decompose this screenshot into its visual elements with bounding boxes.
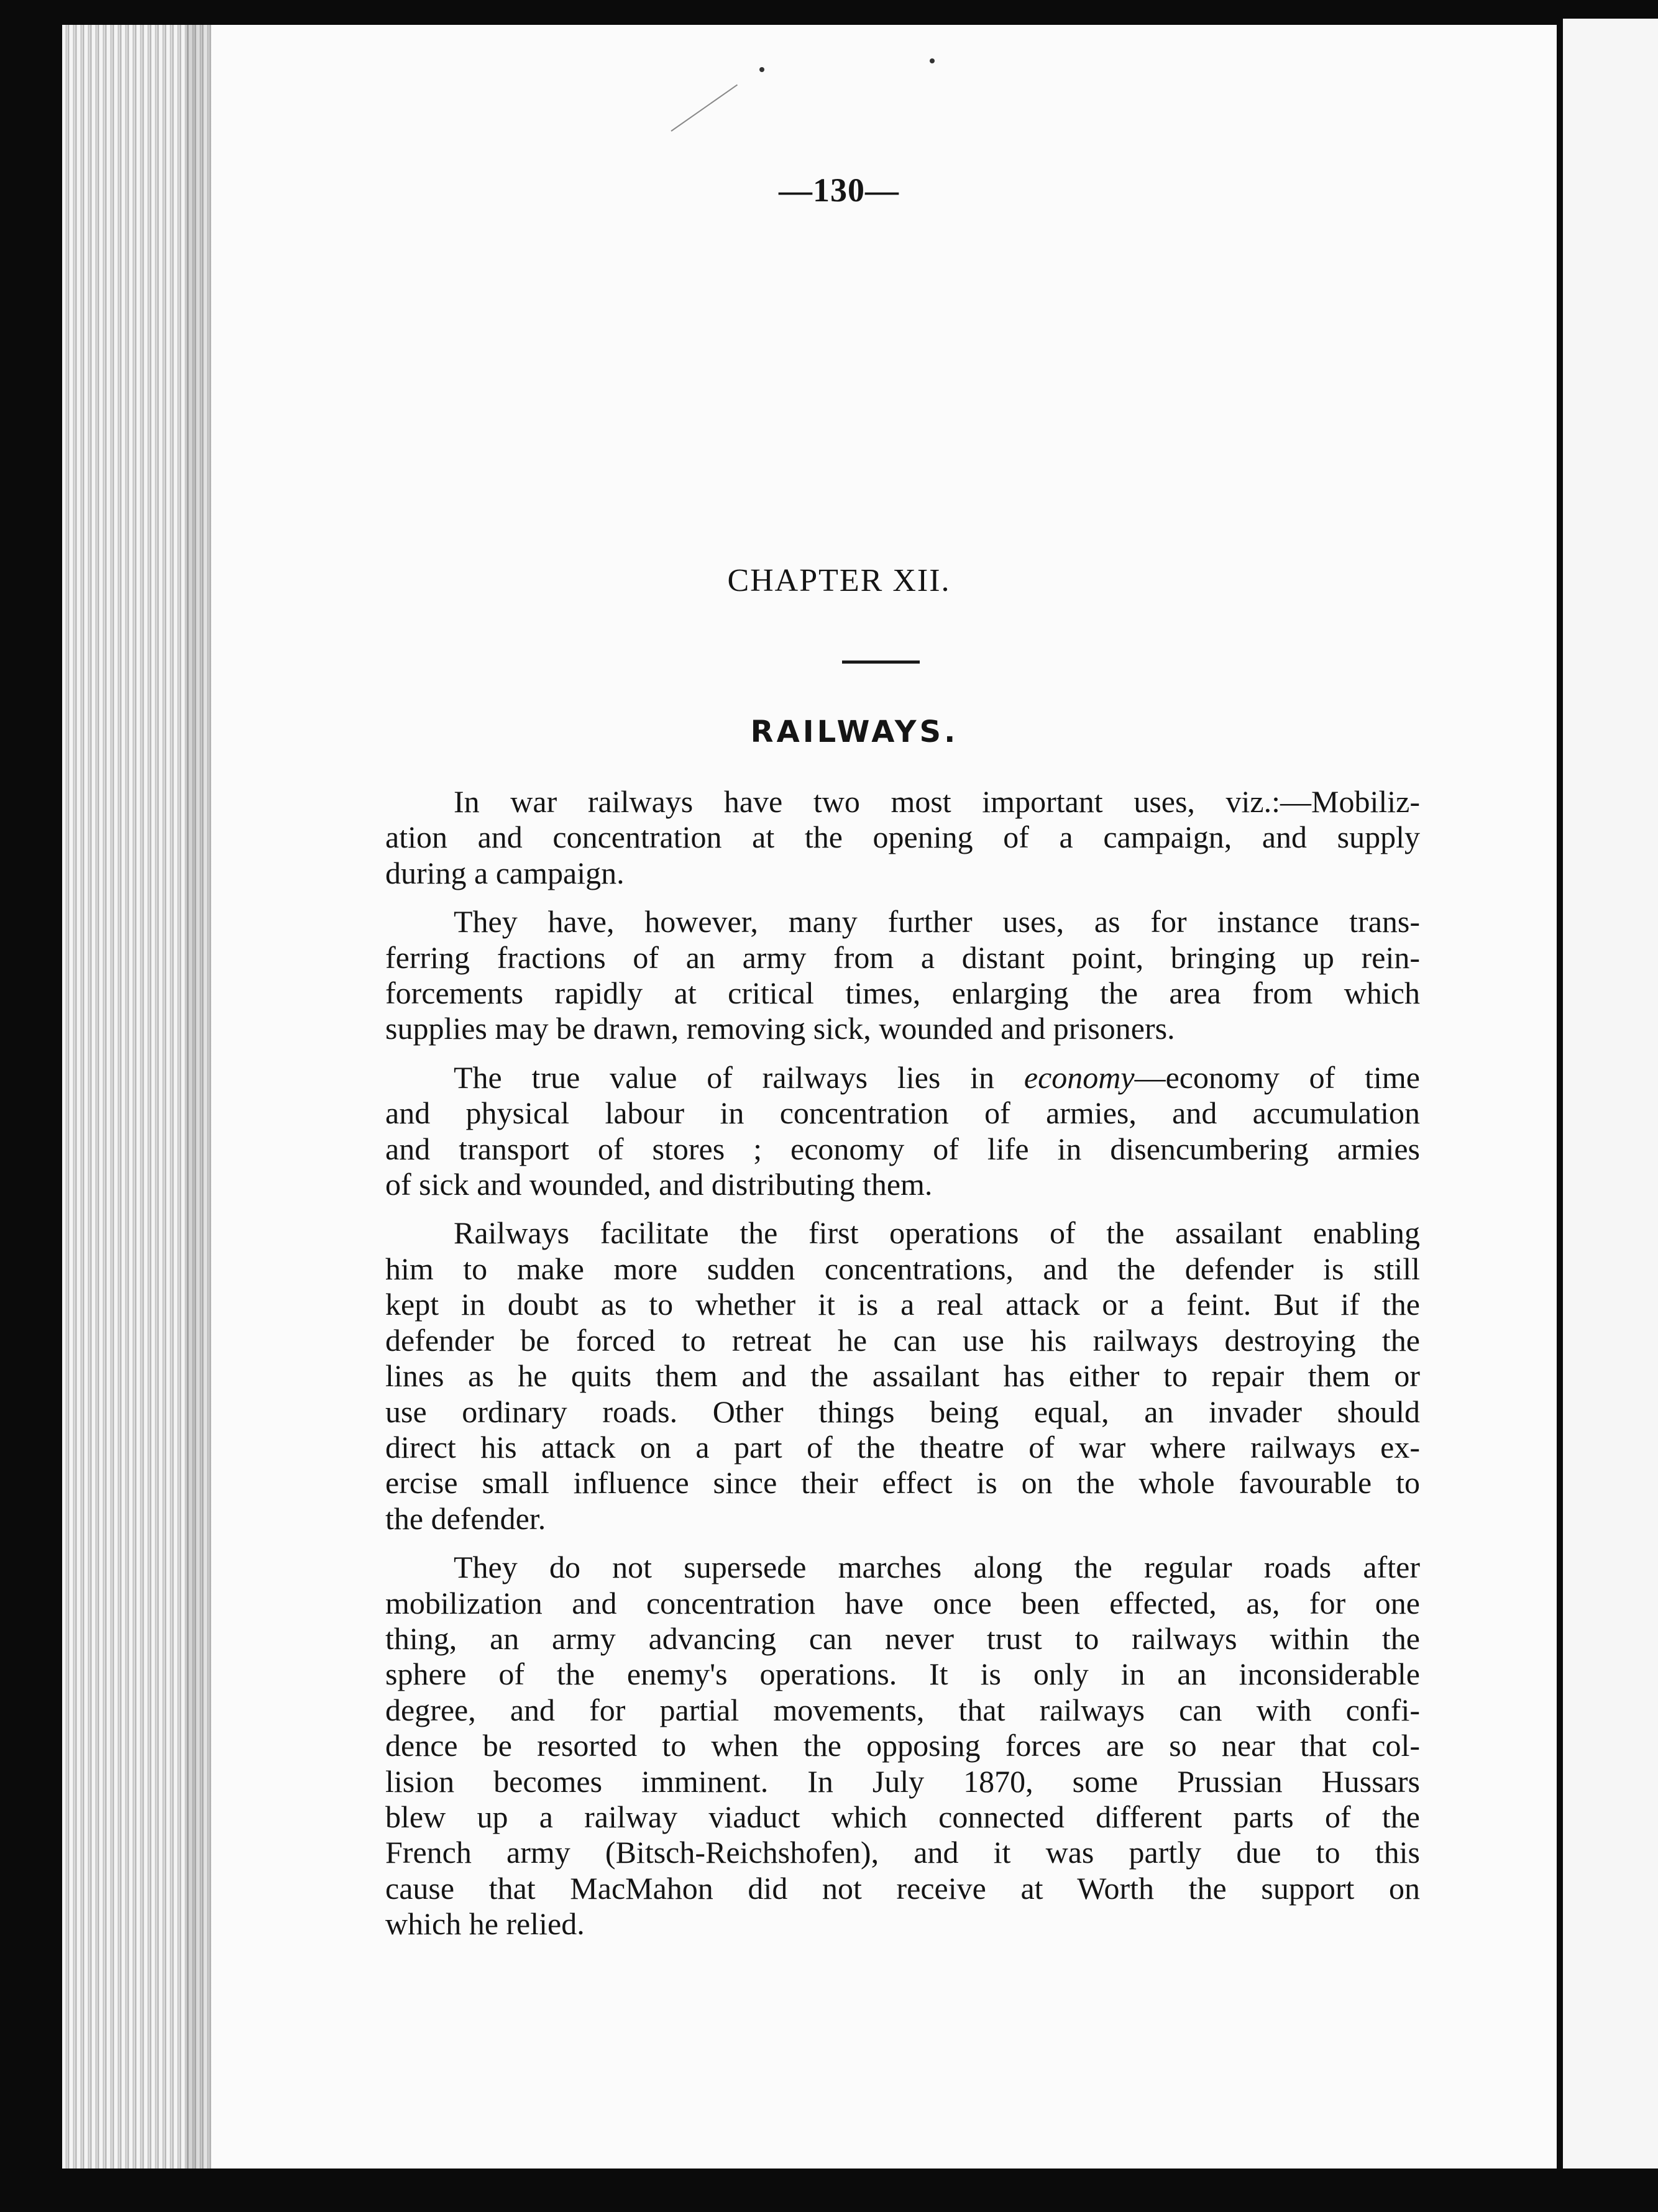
text-line: lision becomes imminent. In July 1870, some Prussian Hussars [385, 1763, 1420, 1799]
ink-speck [759, 67, 764, 72]
text-line: mobilization and concentration have once been effected, as, for one [385, 1585, 1420, 1620]
text-line: him to make more sudden concentrations, and the defender is still [385, 1251, 1420, 1286]
paragraph [385, 904, 1420, 1047]
text-line: which he relied. [385, 1906, 585, 1942]
paragraph [385, 1060, 1420, 1203]
ink-speck [930, 58, 935, 63]
text-line: dence be resorted to when the opposing forces are so near that col- [385, 1728, 1420, 1763]
scan-scratch-mark [671, 85, 738, 132]
text-line: They have, however, many further uses, as for instance trans- [454, 904, 1420, 939]
text-line: ferring fractions of an army from a distant point, bringing up rein- [385, 939, 1420, 975]
section-title: RAILWAYS. [750, 715, 959, 749]
text-line: ercise small influence since their effect is on the whole favourable to [385, 1465, 1420, 1501]
text-line: They do not supersede marches along the regular roads after [454, 1550, 1420, 1585]
chapter-heading: CHAPTER XII. [727, 563, 951, 598]
paragraph [385, 1215, 1420, 1537]
text-line: defender be forced to retreat he can use his railways destroying the [385, 1322, 1420, 1358]
text-run: —economy of time [1134, 1059, 1421, 1095]
text-line: French army (Bitsch-Reichshofen), and it was partly due to this [385, 1835, 1420, 1870]
text-line: sphere of the enemy's operations. It is only in an inconsiderable [385, 1657, 1420, 1692]
text-line: thing, an army advancing can never trust to railways within the [385, 1620, 1420, 1656]
text-line: and transport of stores ; economy of life in disencumbering armies [385, 1131, 1420, 1166]
text-line: cause that MacMahon did not receive at Worth the support on [385, 1870, 1420, 1906]
text-line: direct his attack on a part of the theatre of war where railways ex- [385, 1429, 1420, 1465]
body-text [385, 784, 1420, 1955]
paragraph [385, 784, 1420, 891]
text-line: use ordinary roads. Other things being equal, an invader should [385, 1394, 1420, 1429]
text-line: forcements rapidly at critical times, enlarging the area from which [385, 976, 1420, 1011]
text-line [385, 1060, 1420, 1095]
text-line: of sick and wounded, and distributing them. [385, 1167, 933, 1202]
page-number: —130— [779, 171, 899, 209]
text-line: lines as he quits them and the assailant has either to repair them or [385, 1358, 1420, 1394]
italic-emphasis: economy [1024, 1059, 1135, 1095]
text-line: Railways facilitate the first operations of the assailant enabling [454, 1215, 1420, 1251]
paragraph [385, 1550, 1420, 1942]
text-line: In war railways have two most important uses, viz.:—Mobiliz- [454, 784, 1420, 819]
text-line: blew up a railway viaduct which connected different parts of the [385, 1799, 1420, 1834]
text-line: the defender. [385, 1501, 546, 1536]
text-line: supplies may be drawn, removing sick, wounded and prisoners. [385, 1011, 1175, 1046]
text-line: kept in doubt as to whether it is a real attack or a feint. But if the [385, 1287, 1420, 1322]
heading-rule [842, 660, 920, 664]
text-line: ation and concentration at the opening of a campaign, and supply [385, 820, 1420, 855]
text-run: The true value of railways lies in [454, 1059, 1024, 1095]
text-line: and physical labour in concentration of armies, and accumulation [385, 1095, 1420, 1131]
text-line: during a campaign. [385, 855, 625, 890]
text-line: degree, and for partial movements, that railways can with confi- [385, 1692, 1420, 1727]
